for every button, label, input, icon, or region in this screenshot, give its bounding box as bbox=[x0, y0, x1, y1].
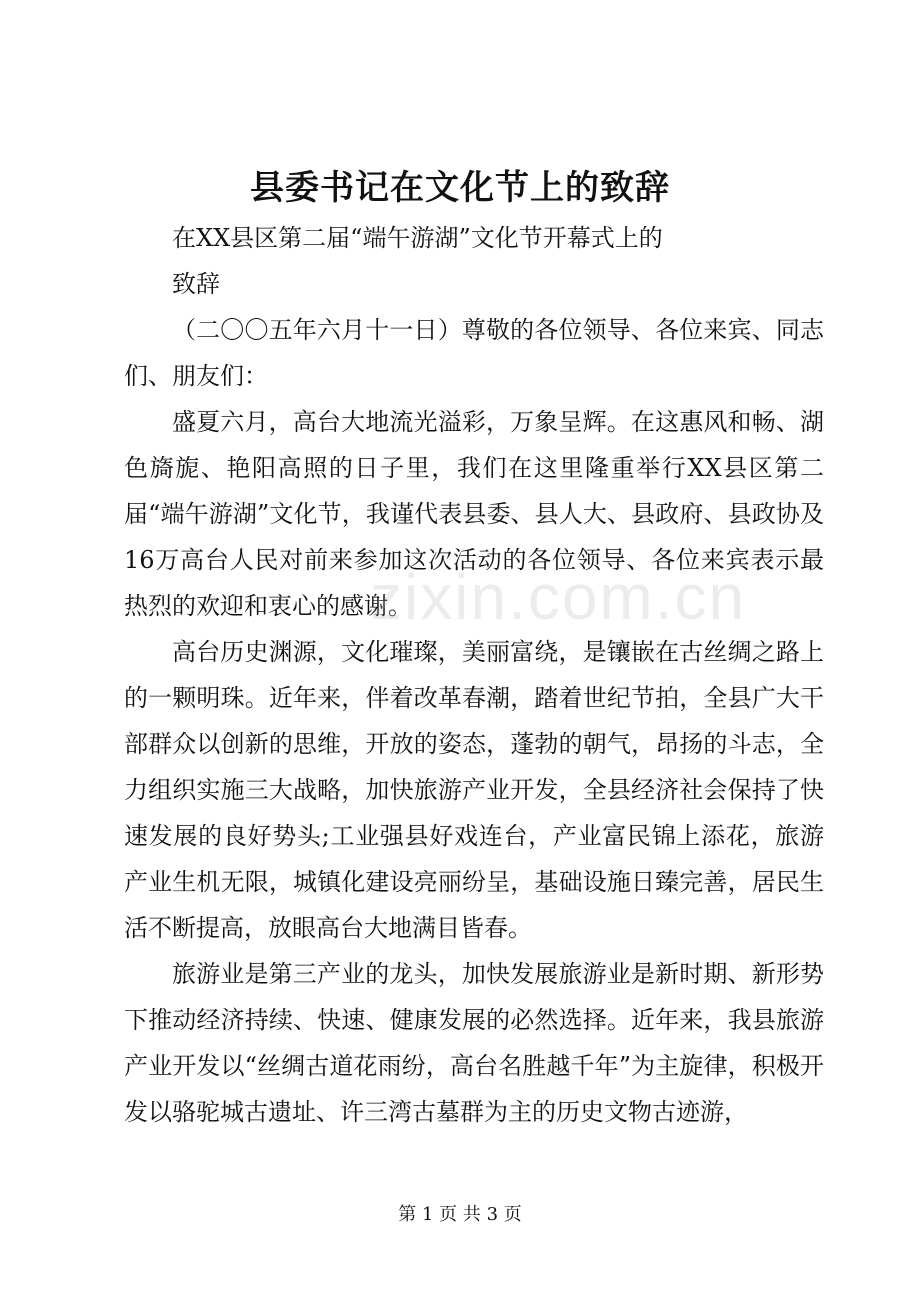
paragraph-welcome: 盛夏六月，高台大地流光溢彩，万象呈辉。在这惠风和畅、湖色旖旎、艳阳高照的日子里，我们在这里隆重举行XX县区第二届“端午游湖”文化节，我谨代表县委、县人大、县政府、县政协及16万高台人民对前来参加这次活动的各位领导、各位来宾表示最热烈的欢迎和衷心的感谢。 bbox=[124, 408, 824, 620]
document-title: 县委书记在文化节上的致辞 bbox=[250, 168, 670, 208]
watermark: zixin.com.cn bbox=[370, 561, 747, 633]
document-body bbox=[124, 215, 824, 1135]
page-footer: 第 1 页 共 3 页 bbox=[398, 1204, 522, 1225]
paragraph-history: 高台历史渊源，文化璀璨，美丽富绕，是镶嵌在古丝绸之路上的一颗明珠。近年来，伴着改革春潮，踏着世纪节拍，全县广大干部群众以创新的思维，开放的姿态，蓬勃的朝气，昂扬的斗志，全力组织实施三大战略，加快旅游产业开发，全县经济社会保持了快速发展的良好势头;工业强县好戏连台，产业富民锦上添花，旅游产业生机无限，城镇化建设亮丽纷呈，基础设施日臻完善，居民生活不断提高，放眼高台大地满目皆春。 bbox=[124, 638, 824, 942]
paragraph-date-salutation: （二〇〇五年六月十一日）尊敬的各位领导、各位来宾、同志们、朋友们： bbox=[124, 316, 824, 390]
paragraph-tourism: 旅游业是第三产业的龙头，加快发展旅游业是新时期、新形势下推动经济持续、快速、健康发展的必然选择。近年来，我县旅游产业开发以“丝绸古道花雨纷，高台名胜越千年”为主旋律，积极开发以骆驼城古遗址、许三湾古墓群为主的历史文物古迹游， bbox=[124, 960, 824, 1126]
subtitle-line-2: 致辞 bbox=[172, 270, 220, 298]
subtitle-line-1: 在XX县区第二届“端午游湖”文化节开幕式上的 bbox=[172, 224, 663, 252]
